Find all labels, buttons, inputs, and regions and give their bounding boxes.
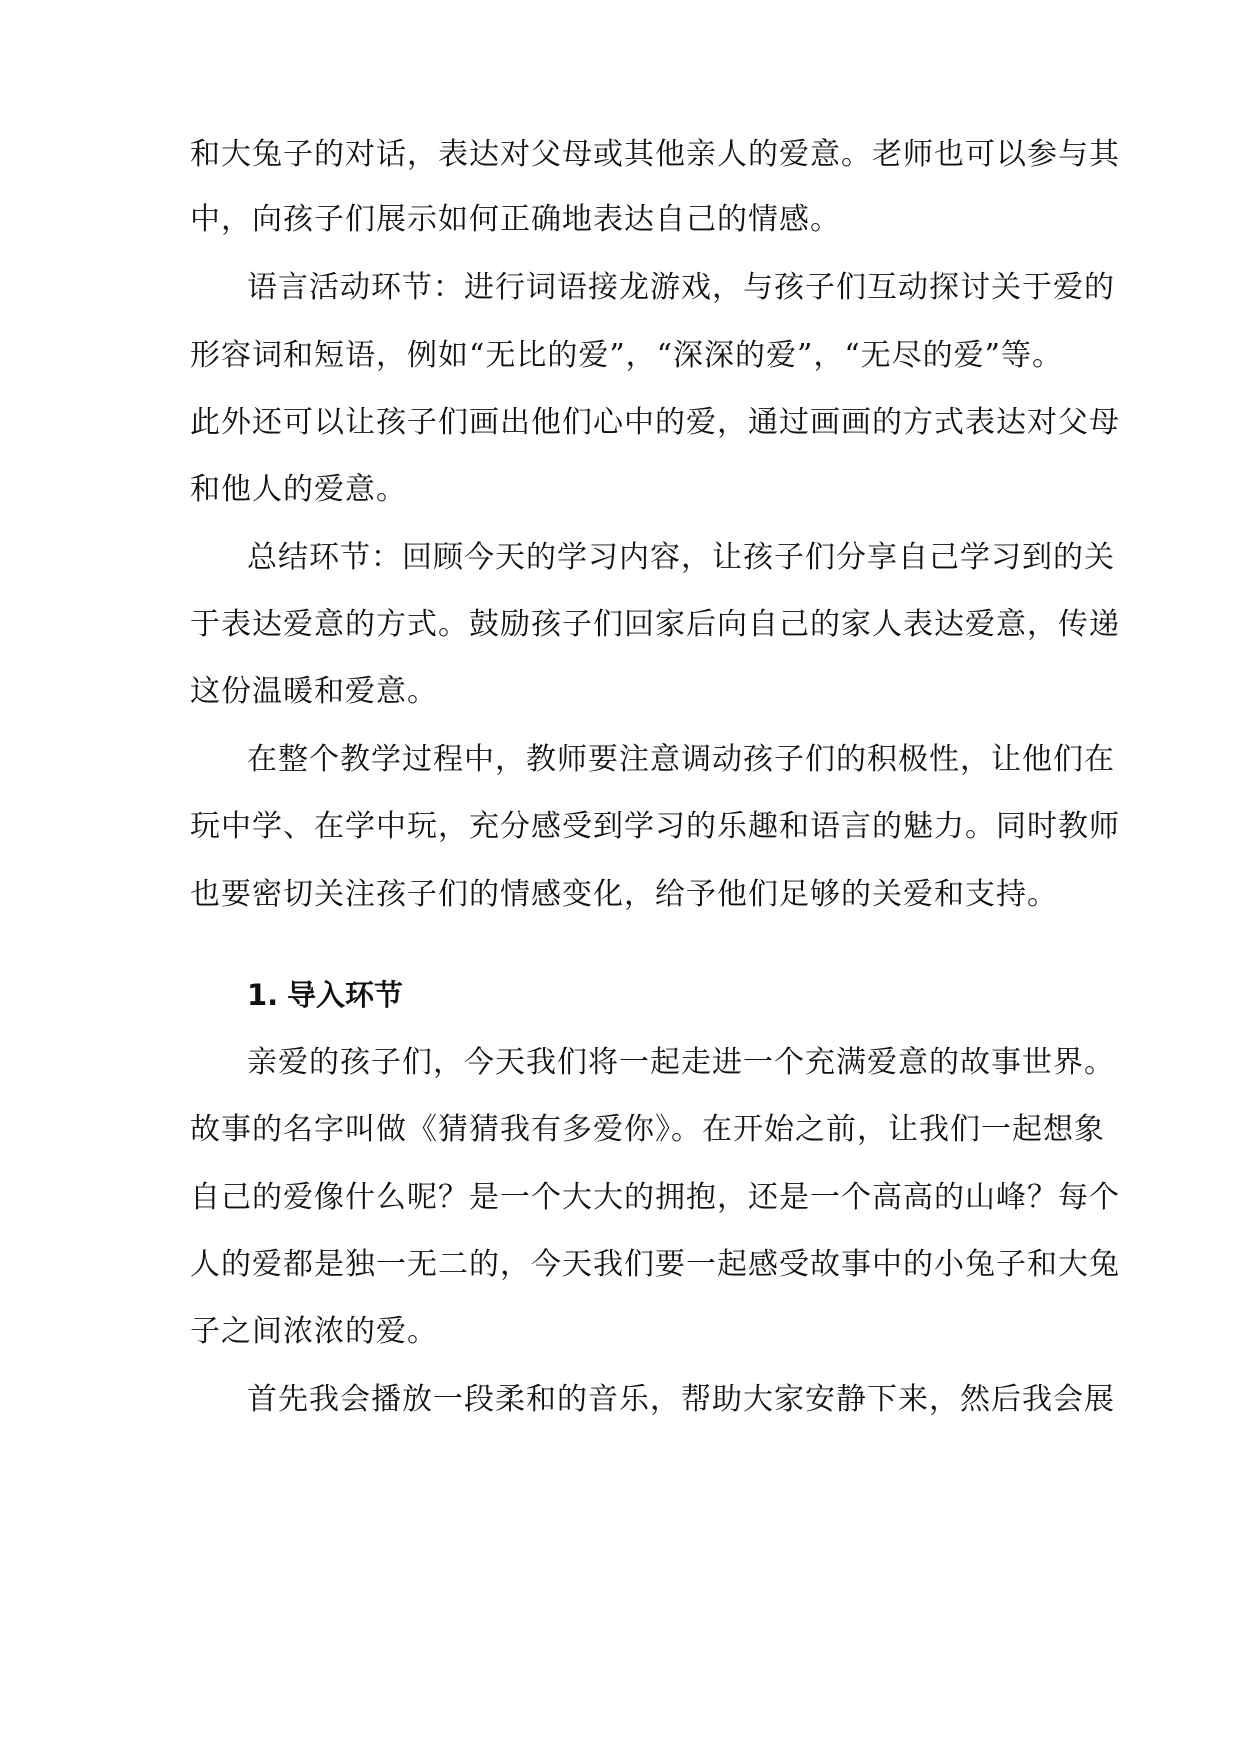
paragraph-line: 于表达爱意的方式。鼓励孩子们回家后向自己的家人表达爱意，传递 (190, 607, 1120, 642)
section-heading (247, 975, 403, 1015)
paragraph-line: 子之间浓浓的爱。 (190, 1314, 438, 1349)
paragraph-line: 和大兔子的对话，表达对父母或其他亲人的爱意。老师也可以参与其 (190, 137, 1120, 172)
paragraph-line: 形容词和短语，例如“无比的爱”，“深深的爱”，“无尽的爱”等。 (190, 338, 1064, 373)
paragraph-line: 这份温暖和爱意。 (190, 674, 438, 709)
paragraph-line: 首先我会播放一段柔和的音乐，帮助大家安静下来，然后我会展 (247, 1382, 1115, 1417)
paragraph-line: 此外还可以让孩子们画出他们心中的爱，通过画画的方式表达对父母 (190, 405, 1120, 440)
paragraph-line: 也要密切关注孩子们的情感变化，给予他们足够的关爱和支持。 (190, 877, 1058, 912)
paragraph-line: 亲爱的孩子们，今天我们将一起走进一个充满爱意的故事世界。 (247, 1045, 1115, 1080)
paragraph-line: 在整个教学过程中，教师要注意调动孩子们的积极性，让他们在 (247, 742, 1115, 777)
paragraph-line: 和他人的爱意。 (190, 472, 407, 507)
paragraph-line: 语言活动环节：进行词语接龙游戏，与孩子们互动探讨关于爱的 (247, 270, 1115, 305)
paragraph-line: 玩中学、在学中玩，充分感受到学习的乐趣和语言的魅力。同时教师 (190, 809, 1120, 844)
section-title: 导入环节 (287, 978, 404, 1012)
paragraph-line: 人的爱都是独一无二的，今天我们要一起感受故事中的小兔子和大兔 (190, 1247, 1120, 1282)
paragraph-line: 总结环节：回顾今天的学习内容，让孩子们分享自己学习到的关 (247, 540, 1115, 575)
paragraph-line: 中，向孩子们展示如何正确地表达自己的情感。 (190, 202, 841, 237)
section-number: 1. (247, 978, 279, 1012)
paragraph-line: 自己的爱像什么呢？是一个大大的拥抱，还是一个高高的山峰？每个 (190, 1180, 1120, 1215)
paragraph-line: 故事的名字叫做《猜猜我有多爱你》。在开始之前，让我们一起想象 (190, 1112, 1105, 1147)
